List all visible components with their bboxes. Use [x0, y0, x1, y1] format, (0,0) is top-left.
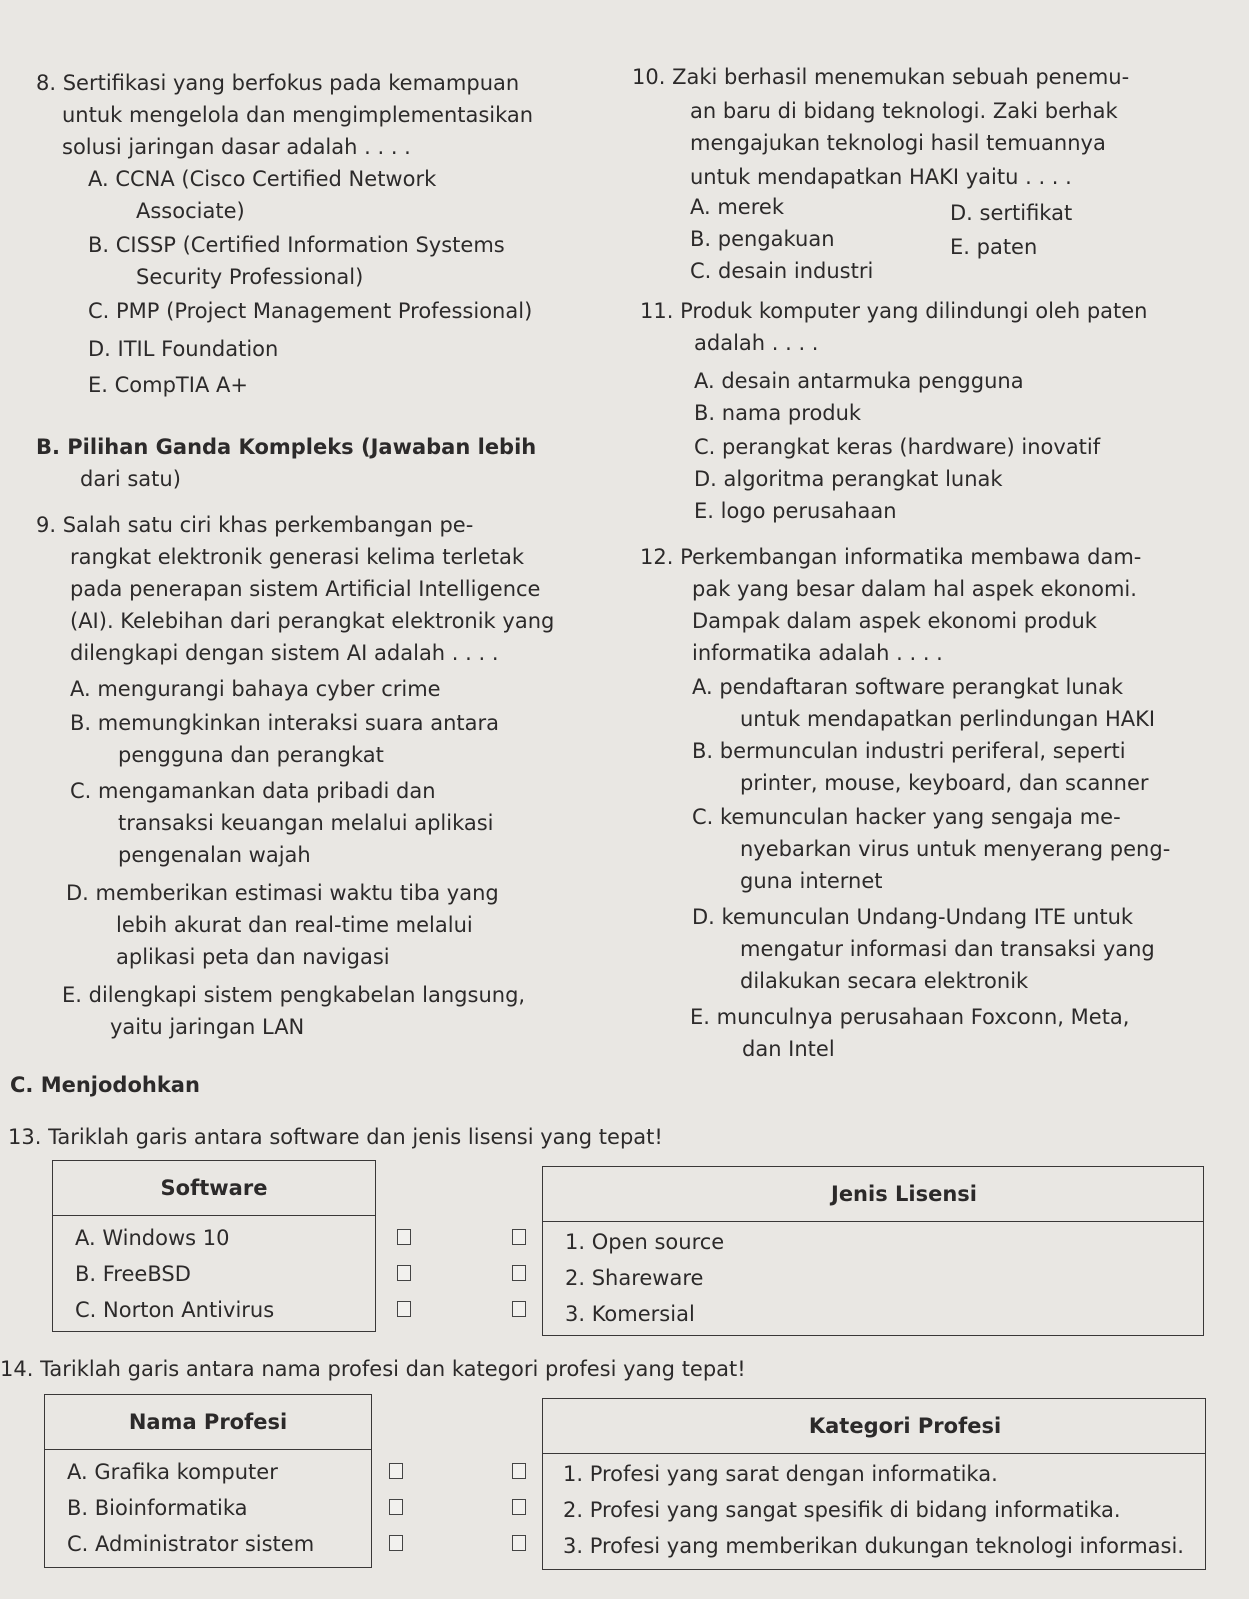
q14-right-checkbox[interactable]	[512, 1535, 526, 1551]
q13-right-checkbox[interactable]	[512, 1265, 526, 1281]
q10-stem-line: untuk mendapatkan HAKI yaitu . . . .	[690, 165, 1072, 189]
q8-stem-line: solusi jaringan dasar adalah . . . .	[62, 135, 411, 159]
q12-option-c: C. kemunculan hacker yang sengaja me-	[692, 805, 1121, 829]
q12-stem-line: informatika adalah . . . .	[692, 641, 943, 665]
q8-option-d: D. ITIL Foundation	[88, 337, 279, 361]
q13-license-header: Jenis Lisensi	[543, 1167, 1203, 1222]
q13-license-item: 1. Open source	[565, 1230, 725, 1254]
q11-option-c: C. perangkat keras (hardware) inovatif	[694, 435, 1101, 459]
q14-category-item: 2. Profesi yang sangat spesifik di bidang informatika.	[563, 1498, 1121, 1522]
q9-option-d-cont: aplikasi peta dan navigasi	[116, 945, 390, 969]
q9-stem-line: (AI). Kelebihan dari perangkat elektronik yang	[70, 609, 555, 633]
q12-option-b-cont: printer, mouse, keyboard, dan scanner	[740, 771, 1149, 795]
q11-stem-line: 11. Produk komputer yang dilindungi oleh paten	[640, 299, 1148, 323]
q8-option-a-cont: Associate)	[136, 199, 245, 223]
q9-option-b-cont: pengguna dan perangkat	[118, 743, 384, 767]
q12-option-e-cont: dan Intel	[742, 1037, 835, 1061]
q14-profession-item: A. Grafika komputer	[67, 1460, 278, 1484]
q13-question: 13. Tariklah garis antara software dan jenis lisensi yang tepat!	[8, 1125, 663, 1149]
q13-license-table	[542, 1166, 1204, 1336]
q13-software-item: C. Norton Antivirus	[75, 1298, 275, 1322]
q12-option-d: D. kemunculan Undang-Undang ITE untuk	[692, 905, 1134, 929]
q8-option-b: B. CISSP (Certified Information Systems	[88, 233, 505, 257]
q13-license-item: 2. Shareware	[565, 1266, 704, 1290]
q8-option-c: C. PMP (Project Management Professional)	[88, 299, 533, 323]
q12-option-a-cont: untuk mendapatkan perlindungan HAKI	[740, 707, 1156, 731]
q9-stem-line: pada penerapan sistem Artificial Intelligence	[70, 577, 541, 601]
q9-option-d: D. memberikan estimasi waktu tiba yang	[66, 881, 499, 905]
q14-category-item: 1. Profesi yang sarat dengan informatika.	[563, 1462, 998, 1486]
q9-option-c-cont: transaksi keuangan melalui aplikasi	[118, 811, 494, 835]
q13-left-checkbox[interactable]	[397, 1265, 411, 1281]
q8-option-e: E. CompTIA A+	[88, 373, 248, 397]
q9-stem-line: rangkat elektronik generasi kelima terletak	[70, 545, 525, 569]
q14-right-checkbox[interactable]	[512, 1499, 526, 1515]
q12-option-c-cont: nyebarkan virus untuk menyerang peng-	[740, 837, 1171, 861]
q14-left-checkbox[interactable]	[389, 1535, 403, 1551]
q13-left-checkbox[interactable]	[397, 1301, 411, 1317]
q9-option-c-cont: pengenalan wajah	[118, 843, 311, 867]
section-c-title: C. Menjodohkan	[10, 1073, 200, 1097]
q13-right-checkbox[interactable]	[512, 1301, 526, 1317]
q10-option-d: D. sertifikat	[950, 201, 1073, 225]
q14-profession-header: Nama Profesi	[45, 1395, 371, 1450]
q14-left-checkbox[interactable]	[389, 1499, 403, 1515]
q8-stem-line: untuk mengelola dan mengimplementasikan	[62, 103, 534, 127]
q14-category-header: Kategori Profesi	[543, 1399, 1205, 1454]
q10-stem-line: 10. Zaki berhasil menemukan sebuah penemu-	[632, 65, 1130, 89]
q14-profession-item: C. Administrator sistem	[67, 1532, 315, 1556]
q11-option-d: D. algoritma perangkat lunak	[694, 467, 1003, 491]
q13-left-checkbox[interactable]	[397, 1229, 411, 1245]
q12-stem-line: 12. Perkembangan informatika membawa dam-	[640, 545, 1142, 569]
q12-stem-line: Dampak dalam aspek ekonomi produk	[692, 609, 1097, 633]
q13-software-header: Software	[53, 1161, 375, 1216]
q10-option-c: C. desain industri	[690, 259, 874, 283]
q9-stem-line: dilengkapi dengan sistem AI adalah . . . .	[70, 641, 499, 665]
q14-profession-table	[44, 1394, 372, 1568]
q13-license-item: 3. Komersial	[565, 1302, 695, 1326]
q14-category-table	[542, 1398, 1206, 1570]
q13-software-item: A. Windows 10	[75, 1226, 230, 1250]
q9-option-b: B. memungkinkan interaksi suara antara	[70, 711, 499, 735]
q13-software-table	[52, 1160, 376, 1332]
q8-option-a: A. CCNA (Cisco Certified Network	[88, 167, 437, 191]
q12-option-d-cont: mengatur informasi dan transaksi yang	[740, 937, 1155, 961]
q9-option-e: E. dilengkapi sistem pengkabelan langsung,	[62, 983, 526, 1007]
q8-option-b-cont: Security Professional)	[136, 265, 364, 289]
q12-option-e: E. munculnya perusahaan Foxconn, Meta,	[690, 1005, 1130, 1029]
q10-option-e: E. paten	[950, 235, 1038, 259]
q12-option-a: A. pendaftaran software perangkat lunak	[692, 675, 1124, 699]
q11-option-a: A. desain antarmuka pengguna	[694, 369, 1024, 393]
q9-option-e-cont: yaitu jaringan LAN	[110, 1015, 305, 1039]
section-b-title: B. Pilihan Ganda Kompleks (Jawaban lebih	[36, 435, 537, 459]
q14-question: 14. Tariklah garis antara nama profesi dan kategori profesi yang tepat!	[0, 1357, 746, 1381]
q9-option-c: C. mengamankan data pribadi dan	[70, 779, 436, 803]
q11-stem-line: adalah . . . .	[694, 331, 819, 355]
q9-stem-line: 9. Salah satu ciri khas perkembangan pe-	[36, 513, 474, 537]
q9-option-a: A. mengurangi bahaya cyber crime	[70, 677, 441, 701]
q12-stem-line: pak yang besar dalam hal aspek ekonomi.	[692, 577, 1137, 601]
q11-option-e: E. logo perusahaan	[694, 499, 897, 523]
q12-option-c-cont: guna internet	[740, 869, 883, 893]
q14-right-checkbox[interactable]	[512, 1463, 526, 1479]
q9-option-d-cont: lebih akurat dan real-time melalui	[116, 913, 473, 937]
q8-stem-line: 8. Sertifikasi yang berfokus pada kemampuan	[36, 71, 520, 95]
q14-category-item: 3. Profesi yang memberikan dukungan teknologi informasi.	[563, 1534, 1184, 1558]
section-b-title-cont: dari satu)	[80, 467, 181, 491]
q10-option-a: A. merek	[690, 195, 784, 219]
q13-software-item: B. FreeBSD	[75, 1262, 191, 1286]
q14-left-checkbox[interactable]	[389, 1463, 403, 1479]
q10-stem-line: an baru di bidang teknologi. Zaki berhak	[690, 99, 1118, 123]
q10-stem-line: mengajukan teknologi hasil temuannya	[690, 131, 1106, 155]
q12-option-b: B. bermunculan industri periferal, seperti	[692, 739, 1126, 763]
q11-option-b: B. nama produk	[694, 401, 862, 425]
q12-option-d-cont: dilakukan secara elektronik	[740, 969, 1029, 993]
q13-right-checkbox[interactable]	[512, 1229, 526, 1245]
q10-option-b: B. pengakuan	[690, 227, 835, 251]
q14-profession-item: B. Bioinformatika	[67, 1496, 248, 1520]
